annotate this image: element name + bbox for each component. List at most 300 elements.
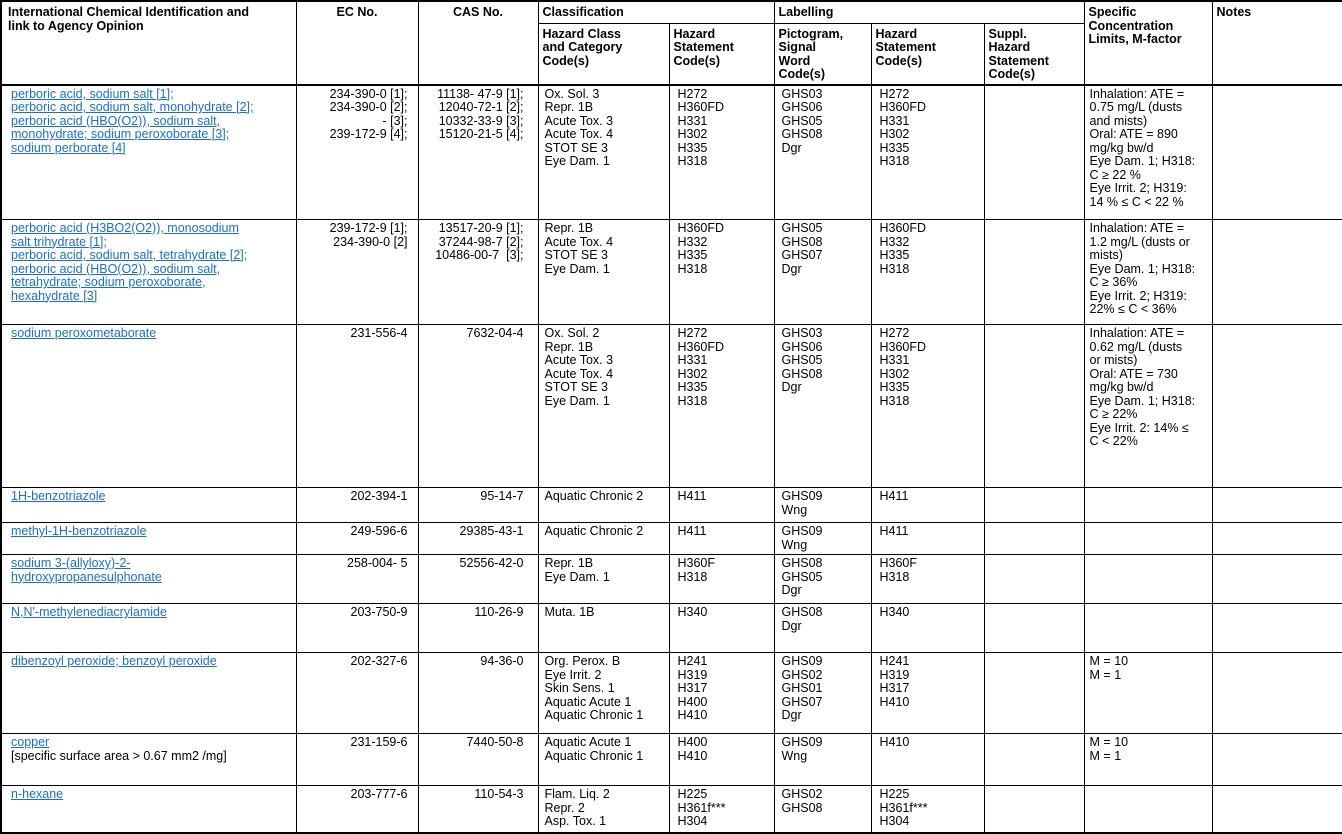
cell-line: GHS07: [781, 248, 823, 262]
cell-line: Code(s): [778, 67, 826, 81]
cell-line: STOT SE 3: [544, 248, 608, 262]
cell-line: Aquatic Acute 1: [544, 735, 632, 749]
cell-cas-no: [418, 734, 538, 786]
substance-opinion-link[interactable]: sodium perborate [4]: [11, 140, 126, 155]
cell-line: 110-26-9: [474, 605, 524, 619]
cell-line: H360FD: [677, 339, 725, 354]
substance-row-7: [1, 604, 1342, 653]
cell-line: H302: [879, 366, 910, 381]
cell-line: Wng: [781, 502, 808, 517]
cell-line: Aquatic Chronic 1: [544, 708, 644, 722]
cell-line: H360F: [879, 556, 918, 570]
cell-line: H302: [879, 127, 910, 141]
cell-line: 239-172-9 [1];: [329, 221, 408, 235]
cell-line: H361f***: [879, 800, 928, 815]
substance-row-4: [1, 488, 1342, 523]
cell-hazard-statement: [669, 604, 774, 653]
cell-line: M = 10: [1089, 735, 1129, 749]
cell-line: 231-556-4: [350, 326, 408, 340]
cell-line: Pictogram,: [778, 26, 844, 41]
substance-row-6: [1, 555, 1342, 604]
cell-specific-concentration-limits: [1084, 653, 1212, 734]
cell-line: Acute Tox. 3: [544, 353, 614, 367]
cell-line: GHS03: [781, 86, 823, 101]
cell-line: H410: [879, 735, 910, 749]
cell-line: Eye Dam. 1: [544, 569, 610, 584]
cell-line: Dgr: [781, 583, 802, 597]
cell-pictogram-signal-word: [774, 786, 871, 833]
cell-line: Inhalation: ATE = 1.2 mg/L (dusts or mists): [1089, 221, 1194, 262]
cell-line: 52556-42-0: [459, 556, 524, 570]
substance-row-9: [1, 734, 1342, 786]
cell-cas-no: [418, 653, 538, 734]
cell-chemical-identification: [1, 488, 296, 523]
cell-line: 13517-20-9 [1];: [438, 221, 524, 235]
cell-line: Code(s): [988, 67, 1036, 81]
cell-hazard-class-category: [538, 555, 669, 604]
col-header-specific-concentration-limits: [1084, 1, 1212, 85]
cell-cas-no: [418, 85, 538, 220]
cell-suppl-hazard-statement: [984, 734, 1084, 786]
cell-line: Flam. Liq. 2: [544, 787, 610, 801]
cell-line: Code(s): [542, 53, 590, 68]
cell-line: Eye Dam. 1; H318: C ≥ 22%: [1089, 393, 1199, 421]
cell-cas-no: [418, 604, 538, 653]
cell-chemical-identification: [1, 653, 296, 734]
cell-line: H225: [677, 787, 708, 801]
cell-line: Inhalation: ATE = 0.75 mg/L (dusts and mists): [1089, 86, 1188, 128]
cell-notes: [1212, 653, 1342, 734]
cell-chemical-identification: [1, 523, 296, 555]
cell-line: Word: [778, 53, 811, 68]
substance-row-8: [1, 653, 1342, 734]
cell-line: GHS05: [781, 221, 823, 235]
cell-line: H340: [677, 605, 708, 619]
cell-line: Eye Irrit. 2: [544, 667, 602, 682]
cell-specific-concentration-limits: [1084, 555, 1212, 604]
col-header-notes: Notes: [1212, 1, 1342, 85]
cell-cas-no: [418, 325, 538, 488]
cell-pictogram-signal-word: [774, 85, 871, 220]
cell-notes: [1212, 555, 1342, 604]
table-header: [1, 1, 1342, 85]
cell-line: H318: [879, 154, 910, 168]
cell-line: H410: [677, 748, 708, 763]
substance-row-1: [1, 85, 1342, 220]
cell-line: H335: [879, 140, 910, 155]
cell-line: GHS08: [781, 605, 823, 619]
cell-line: Repr. 2: [544, 800, 585, 815]
cell-cas-no: [418, 488, 538, 523]
cell-line: H318: [879, 393, 910, 408]
cell-line: Ox. Sol. 2: [544, 326, 600, 340]
cell-line: H318: [677, 569, 708, 584]
cell-line: H335: [677, 380, 708, 394]
cell-line: H400: [677, 735, 708, 749]
cell-line: H318: [879, 569, 910, 584]
cell-suppl-hazard-statement: [984, 653, 1084, 734]
cell-line: Eye Dam. 1: [544, 154, 610, 168]
col-header-pictogram-signal-word: [774, 23, 871, 85]
substance-opinion-link[interactable]: dibenzoyl peroxide; benzoyl peroxide: [11, 654, 217, 668]
cell-line: H304: [677, 814, 708, 828]
cell-line: H340: [879, 605, 910, 619]
cell-hazard-class-category: [538, 604, 669, 653]
cell-line: Concentration: [1088, 18, 1174, 33]
cell-line: GHS08: [781, 800, 823, 815]
cell-ec-no: [296, 734, 418, 786]
cell-line: GHS02: [781, 667, 823, 682]
cell-line: H331: [677, 353, 708, 367]
cell-line: GHS03: [781, 326, 823, 340]
cell-hazard-class-category: [538, 523, 669, 555]
cell-line: 202-394-1: [350, 489, 408, 503]
substance-opinion-link[interactable]: perboric acid (H3BO2(O2)), monosodium salt trihydrate [1];: [11, 221, 239, 249]
cell-line: 10486-00-7 [3];: [435, 248, 524, 262]
col-header-chemical-identification: [1, 1, 296, 85]
cell-line: Hazard: [875, 26, 918, 41]
substance-opinion-link[interactable]: perboric acid, sodium salt, tetrahydrate [2];: [11, 248, 248, 262]
cell-line: Asp. Tox. 1: [544, 814, 607, 828]
cell-line: 234-390-0 [2]: [333, 234, 408, 249]
col-header-hazard-statement: [669, 23, 774, 85]
cell-line: Wng: [781, 537, 808, 552]
cell-line: H411: [677, 524, 707, 538]
cell-line: Muta. 1B: [544, 605, 595, 619]
cell-notes: [1212, 523, 1342, 555]
cell-ec-no: [296, 604, 418, 653]
cell-pictogram-signal-word: [774, 488, 871, 523]
substance-row-5: [1, 523, 1342, 555]
cell-line: - [3];: [382, 113, 408, 128]
cell-line: Eye Dam. 1: [544, 261, 610, 276]
substance-opinion-link[interactable]: perboric acid, sodium salt [1];: [11, 86, 174, 101]
cell-line: Statement: [673, 40, 734, 54]
cell-line: H400: [677, 694, 708, 709]
cell-line: Repr. 1B: [544, 339, 594, 354]
cell-line: Hazard: [988, 40, 1031, 54]
cell-line: GHS05: [781, 113, 823, 128]
cell-line: H302: [677, 366, 708, 381]
cell-chemical-identification: [1, 604, 296, 653]
cell-line: Code(s): [673, 53, 721, 68]
cell-line: GHS09: [781, 654, 823, 668]
cell-notes: [1212, 734, 1342, 786]
cell-hazard-class-category: [538, 786, 669, 833]
cell-line: 258-004- 5: [347, 556, 408, 570]
cell-line: Code(s): [875, 53, 923, 68]
cell-line: H360FD: [879, 100, 927, 114]
cell-line: H304: [879, 814, 910, 828]
cell-line: 202-327-6: [350, 654, 408, 668]
cell-line: Aquatic Chronic 2: [544, 489, 644, 503]
substance-row-2: [1, 220, 1342, 325]
substance-opinion-link[interactable]: perboric acid (HBO(O2)), sodium salt, monohydrate; sodium peroxoborate [3];: [11, 113, 230, 141]
cell-line: International Chemical Identification and: [8, 5, 250, 19]
substance-opinion-link[interactable]: methyl-1H-benzotriazole: [11, 524, 147, 538]
cell-line: 11138- 47-9 [1];: [437, 86, 524, 101]
cell-line: H272: [879, 326, 910, 340]
cell-line: H361f***: [677, 800, 726, 815]
cell-line: Hazard Class: [542, 26, 622, 41]
cell-specific-concentration-limits: [1084, 734, 1212, 786]
cell-notes: [1212, 325, 1342, 488]
cell-line: 95-14-7: [480, 489, 524, 503]
cell-line: H335: [677, 248, 708, 262]
cell-line: 203-750-9: [350, 605, 408, 619]
cell-line: STOT SE 3: [544, 380, 608, 394]
cell-line: link to Agency Opinion: [8, 18, 144, 33]
cell-line: GHS08: [781, 127, 823, 141]
cell-line: Skin Sens. 1: [544, 681, 615, 695]
cell-line: H318: [677, 393, 708, 408]
cell-line: Inhalation: ATE = 0.62 mg/L (dusts or mists): [1089, 326, 1188, 367]
substance-row-3: [1, 325, 1342, 488]
cell-chemical-identification: [1, 786, 296, 833]
cell-line: Acute Tox. 4: [544, 127, 614, 141]
cell-labelling-hazard-statement: [871, 488, 984, 523]
cell-specific-concentration-limits: [1084, 523, 1212, 555]
cell-line: Eye Irrit. 2: 14% ≤ C < 22%: [1089, 420, 1193, 448]
substance-opinion-link[interactable]: perboric acid, sodium salt, monohydrate [2];: [11, 100, 254, 114]
cell-hazard-statement: [669, 220, 774, 325]
cell-line: M = 1: [1089, 667, 1122, 682]
cell-line: Acute Tox. 4: [544, 366, 614, 381]
cell-hazard-statement: [669, 325, 774, 488]
cell-cas-no: [418, 523, 538, 555]
substance-opinion-link[interactable]: sodium 3-(allyloxy)-2-hydroxypropanesulphonate: [11, 556, 162, 584]
cell-suppl-hazard-statement: [984, 488, 1084, 523]
cell-line: Oral: ATE = 730 mg/kg bw/d: [1089, 366, 1182, 394]
cell-line: H272: [677, 86, 708, 101]
cell-suppl-hazard-statement: [984, 220, 1084, 325]
cell-line: GHS09: [781, 735, 823, 749]
cell-line: H272: [677, 326, 708, 340]
cell-suppl-hazard-statement: [984, 555, 1084, 604]
cell-line: Ox. Sol. 3: [544, 86, 600, 101]
substance-opinion-link[interactable]: copper: [11, 735, 50, 749]
cell-line: M = 1: [1089, 748, 1122, 763]
cell-line: H331: [879, 113, 910, 128]
cell-line: 239-172-9 [4];: [329, 127, 408, 141]
cell-suppl-hazard-statement: [984, 85, 1084, 220]
cell-notes: [1212, 488, 1342, 523]
substance-opinion-link[interactable]: sodium peroxometaborate: [11, 326, 157, 340]
cell-line: Repr. 1B: [544, 556, 594, 570]
cell-line: H411: [677, 489, 707, 503]
cell-line: GHS01: [781, 681, 823, 695]
cell-line: H317: [677, 681, 708, 695]
cell-chemical-identification: [1, 555, 296, 604]
cell-line: H332: [879, 234, 910, 249]
cell-line: Dgr: [781, 380, 802, 394]
cell-hazard-class-category: [538, 488, 669, 523]
cell-ec-no: [296, 488, 418, 523]
cell-line: STOT SE 3: [544, 140, 608, 155]
col-header-suppl-hazard-statement: [984, 23, 1084, 85]
cell-hazard-statement: [669, 523, 774, 555]
cell-line: GHS08: [781, 366, 823, 381]
cell-pictogram-signal-word: [774, 604, 871, 653]
cell-hazard-class-category: [538, 220, 669, 325]
cell-hazard-statement: [669, 653, 774, 734]
cell-labelling-hazard-statement: [871, 85, 984, 220]
cell-hazard-class-category: [538, 325, 669, 488]
cell-line: 7440-50-8: [466, 735, 524, 749]
cell-labelling-hazard-statement: [871, 523, 984, 555]
cell-pictogram-signal-word: [774, 523, 871, 555]
cell-ec-no: [296, 555, 418, 604]
cell-line: Statement: [988, 53, 1049, 68]
substance-plain-note: [specific surface area > 0.67 mm2 /mg]: [11, 748, 227, 763]
col-header-ec-no: EC No.: [296, 1, 418, 85]
cell-specific-concentration-limits: [1084, 85, 1212, 220]
cell-line: Aquatic Chronic 1: [544, 748, 644, 763]
cell-line: 12040-72-1 [2];: [438, 100, 524, 114]
cell-line: Eye Irrit. 2; H319: 14 % ≤ C < 22 %: [1089, 181, 1191, 209]
cell-line: Acute Tox. 4: [544, 234, 614, 249]
cell-line: H241: [879, 654, 910, 668]
cell-line: GHS08: [781, 556, 823, 570]
cell-pictogram-signal-word: [774, 734, 871, 786]
cell-ec-no: [296, 220, 418, 325]
cell-line: GHS05: [781, 569, 823, 584]
cell-line: 234-390-0 [1];: [329, 86, 408, 101]
substance-opinion-link[interactable]: n-hexane: [11, 787, 64, 801]
cell-line: H318: [677, 154, 708, 168]
cell-line: GHS06: [781, 339, 823, 354]
cell-line: 234-390-0 [2];: [329, 100, 408, 114]
cell-line: Aquatic Acute 1: [544, 694, 632, 709]
cell-line: GHS02: [781, 787, 823, 801]
cell-notes: [1212, 786, 1342, 833]
cell-line: 231-159-6: [350, 735, 408, 749]
col-header-hazard-class-category: [538, 23, 669, 85]
cell-line: Repr. 1B: [544, 100, 594, 114]
cell-line: 7632-04-4: [466, 326, 524, 340]
cell-line: H335: [879, 248, 910, 262]
cell-hazard-statement: [669, 488, 774, 523]
cell-line: M = 10: [1089, 654, 1129, 668]
cell-line: 203-777-6: [350, 787, 408, 801]
cell-line: H272: [879, 86, 910, 101]
cell-line: Dgr: [781, 261, 802, 276]
cell-ec-no: [296, 523, 418, 555]
cell-line: H319: [879, 667, 910, 682]
cell-hazard-statement: [669, 734, 774, 786]
cell-line: H410: [677, 708, 708, 722]
cell-cas-no: [418, 555, 538, 604]
substance-opinion-link[interactable]: perboric acid (HBO(O2)), sodium salt, tetrahydrate; sodium peroxoborate, hexahydrate [3]: [11, 261, 221, 303]
cell-line: H302: [677, 127, 708, 141]
substance-row-10: [1, 786, 1342, 833]
col-group-classification: Classification: [538, 1, 774, 23]
col-header-labelling-hazard-statement: [871, 23, 984, 85]
cell-cas-no: [418, 220, 538, 325]
cell-chemical-identification: [1, 325, 296, 488]
substance-opinion-link[interactable]: 1H-benzotriazole: [11, 489, 106, 503]
cell-line: H360FD: [677, 100, 725, 114]
cell-pictogram-signal-word: [774, 220, 871, 325]
cell-line: Suppl.: [988, 26, 1027, 41]
cell-labelling-hazard-statement: [871, 653, 984, 734]
cell-line: Statement: [875, 40, 936, 54]
cell-chemical-identification: [1, 734, 296, 786]
cell-line: H318: [879, 261, 910, 276]
cell-pictogram-signal-word: [774, 653, 871, 734]
cell-chemical-identification: [1, 220, 296, 325]
col-header-cas-no: CAS No.: [418, 1, 538, 85]
cell-line: H319: [677, 667, 708, 682]
cell-line: GHS09: [781, 489, 823, 503]
substance-opinion-link[interactable]: N,N'-methylenediacrylamide: [11, 605, 167, 619]
cell-line: Dgr: [781, 618, 802, 633]
cell-labelling-hazard-statement: [871, 555, 984, 604]
cell-line: 10332-33-9 [3];: [438, 113, 524, 128]
cell-labelling-hazard-statement: [871, 220, 984, 325]
cell-specific-concentration-limits: [1084, 220, 1212, 325]
cell-line: 94-36-0: [480, 654, 524, 668]
cell-line: Hazard: [673, 26, 716, 41]
cell-line: H317: [879, 681, 910, 695]
cell-line: H411: [879, 489, 909, 503]
cell-line: GHS07: [781, 694, 823, 709]
cell-line: GHS09: [781, 524, 823, 538]
cell-ec-no: [296, 786, 418, 833]
cell-line: Aquatic Chronic 2: [544, 524, 644, 538]
cell-line: Eye Irrit. 2; H319: 22% ≤ C < 36%: [1089, 288, 1191, 316]
cell-line: Specific: [1088, 5, 1137, 19]
col-group-labelling: Labelling: [774, 1, 1084, 23]
cell-pictogram-signal-word: [774, 325, 871, 488]
cell-line: Dgr: [781, 140, 802, 155]
cell-line: H335: [677, 140, 708, 155]
cell-labelling-hazard-statement: [871, 604, 984, 653]
cell-suppl-hazard-statement: [984, 523, 1084, 555]
cell-hazard-statement: [669, 786, 774, 833]
cell-labelling-hazard-statement: [871, 734, 984, 786]
cell-line: Signal: [778, 40, 817, 54]
cell-labelling-hazard-statement: [871, 786, 984, 833]
cell-line: 37244-98-7 [2];: [438, 234, 524, 249]
cell-labelling-hazard-statement: [871, 325, 984, 488]
cell-chemical-identification: [1, 85, 296, 220]
cell-notes: [1212, 220, 1342, 325]
cell-notes: [1212, 85, 1342, 220]
cell-suppl-hazard-statement: [984, 786, 1084, 833]
cell-line: Repr. 1B: [544, 221, 594, 235]
cell-hazard-class-category: [538, 85, 669, 220]
cell-cas-no: [418, 786, 538, 833]
cell-line: 15120-21-5 [4];: [438, 127, 524, 141]
cell-line: H410: [879, 694, 910, 709]
cell-line: Org. Perox. B: [544, 654, 621, 668]
cell-line: GHS08: [781, 234, 823, 249]
cell-hazard-statement: [669, 85, 774, 220]
cell-line: H332: [677, 234, 708, 249]
cell-line: H360FD: [879, 221, 927, 235]
cell-line: H411: [879, 524, 909, 538]
cell-line: H360F: [677, 556, 716, 570]
cell-ec-no: [296, 325, 418, 488]
cell-hazard-statement: [669, 555, 774, 604]
cell-line: Eye Dam. 1; H318: C ≥ 22 %: [1089, 154, 1199, 182]
cell-specific-concentration-limits: [1084, 488, 1212, 523]
cell-ec-no: [296, 85, 418, 220]
cell-line: Wng: [781, 748, 808, 763]
cell-line: Limits, M-factor: [1088, 32, 1182, 46]
cell-line: H331: [879, 353, 910, 367]
